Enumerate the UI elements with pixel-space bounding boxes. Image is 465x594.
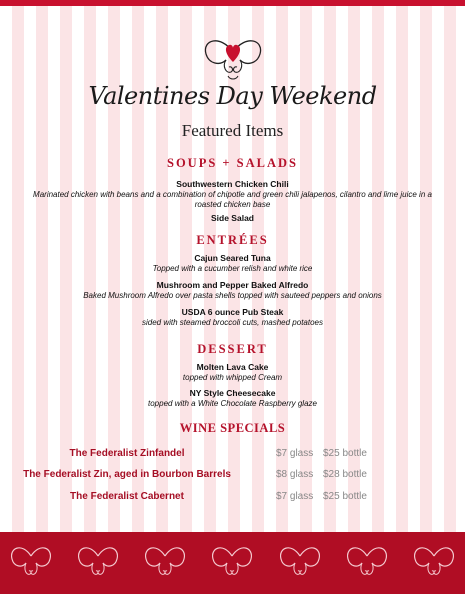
menu-item-desc: Marinated chicken with beans and a combination of chipotle and green chili jalapenos, cilantro and lime juice in a roasted chicken base	[33, 190, 432, 209]
wine-glass-price: $7 glass	[276, 448, 314, 459]
wine-bottle-price: $28 bottle	[323, 469, 367, 480]
heart-outline-icon	[209, 540, 255, 586]
menu-item-desc: topped with a White Chocolate Raspberry glaze	[148, 399, 317, 408]
wine-bottle-price: $25 bottle	[323, 448, 367, 459]
menu-item-name: NY Style Cheesecake	[189, 388, 276, 398]
menu-item	[0, 213, 465, 224]
wine-row	[0, 448, 465, 464]
heart-outline-icon	[277, 540, 323, 586]
heart-scroll-icon	[200, 30, 266, 86]
menu-item-desc: topped with whipped Cream	[182, 373, 283, 382]
section-heading-soups: SOUPS + SALADS	[167, 156, 298, 170]
page-subtitle: Featured Items	[181, 121, 284, 140]
heart-outline-icon	[75, 540, 121, 586]
wine-name: The Federalist Cabernet	[70, 491, 184, 502]
wine-glass-price: $8 glass	[276, 469, 314, 480]
menu-item-desc: Topped with a cucumber relish and white rice	[152, 264, 313, 273]
menu-item-desc: sided with steamed broccoli cuts, mashed potatoes	[142, 318, 323, 327]
menu-item-desc: Baked Mushroom Alfredo over pasta shells topped with sauteed peppers and onions	[83, 291, 382, 300]
menu-item-name: Molten Lava Cake	[196, 362, 269, 372]
section-heading-wine: WINE SPECIALS	[179, 421, 286, 435]
menu-item	[0, 307, 465, 328]
menu-item	[0, 280, 465, 301]
menu-item-name: USDA 6 ounce Pub Steak	[181, 307, 284, 317]
heart-outline-icon	[8, 540, 54, 586]
section-heading-entrees: ENTRÉES	[196, 233, 269, 247]
heart-outline-icon	[411, 540, 457, 586]
menu-item-name: Southwestern Chicken Chili	[176, 179, 289, 189]
wine-row	[0, 469, 465, 485]
menu-item-name: Mushroom and Pepper Baked Alfredo	[156, 280, 309, 290]
menu-item	[0, 179, 465, 210]
heart-outline-icon	[142, 540, 188, 586]
menu-item	[0, 253, 465, 274]
menu-item	[0, 388, 465, 409]
wine-name: The Federalist Zinfandel	[69, 448, 185, 459]
wine-name: The Federalist Zin, aged in Bourbon Barrels	[23, 469, 231, 480]
wine-glass-price: $7 glass	[276, 491, 314, 502]
wine-bottle-price: $25 bottle	[323, 491, 367, 502]
footer-band	[0, 532, 465, 594]
menu-item-name: Cajun Seared Tuna	[194, 253, 271, 263]
section-heading-dessert: DESSERT	[197, 342, 268, 356]
page-title: Valentines Day Weekend	[88, 82, 377, 110]
wine-row	[0, 491, 465, 507]
menu-item	[0, 362, 465, 383]
heart-outline-icon	[344, 540, 390, 586]
menu-item-name: Side Salad	[211, 213, 254, 223]
top-border	[0, 0, 465, 6]
